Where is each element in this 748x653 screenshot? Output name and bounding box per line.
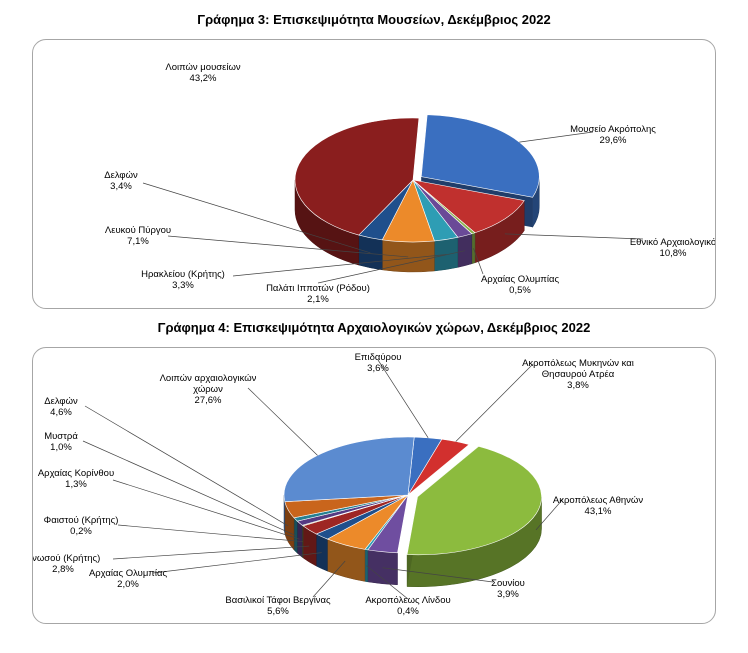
slice-label-slice-4: Ακροπόλεως Λίνδου	[365, 595, 451, 606]
slice-label-slice-6: Δελφών	[104, 170, 138, 181]
leader-line-slice-12	[248, 388, 318, 455]
slice-value-slice-4: 0,4%	[397, 606, 419, 617]
leader-line-slice-9	[113, 480, 300, 539]
pie-side-slice-9	[297, 521, 302, 557]
chart-3-pie	[33, 40, 715, 308]
leader-line-slice-1	[456, 364, 533, 441]
leader-line-slice-6	[153, 553, 322, 573]
slice-label-slice-12-1: χώρων	[193, 384, 223, 395]
slice-label-slice-4: Ηρακλείου (Κρήτης)	[141, 269, 225, 280]
slice-value-slice-7: 43,2%	[189, 73, 217, 84]
slice-value-slice-3: 2,1%	[307, 294, 329, 305]
slice-label-slice-5: Βασιλικοί Τάφοι Βεργίνας	[225, 595, 331, 606]
slice-value-slice-6: 3,4%	[110, 181, 132, 192]
leader-line-slice-7	[113, 546, 309, 559]
pie-top	[284, 437, 542, 555]
slice-value-slice-8: 0,2%	[70, 526, 92, 537]
slice-label-slice-3: Παλάτι Ιπποτών (Ρόδου)	[266, 283, 370, 294]
pie-side-slice-10	[294, 518, 297, 553]
slice-value-slice-1: 3,8%	[567, 380, 589, 391]
slice-label-slice-10: Μυστρά	[44, 431, 78, 442]
pie-side-slice-4	[365, 549, 368, 581]
slice-label-slice-7: Κνωσού (Κρήτης)	[33, 553, 101, 564]
slice-value-slice-3: 3,9%	[497, 589, 519, 600]
slice-value-slice-7: 2,8%	[52, 564, 74, 575]
slice-value-slice-11: 4,6%	[50, 407, 72, 418]
slice-label-slice-2: Ακροπόλεως Αθηνών	[552, 495, 644, 506]
pie-side-slice-3	[368, 550, 398, 585]
chart-4-panel	[32, 347, 716, 624]
slice-label-slice-1: Ακροπόλεως Μυκηνών και	[522, 358, 634, 369]
slice-value-slice-0: 3,6%	[367, 363, 389, 374]
slice-label-slice-6: Αρχαίας Ολυμπίας	[88, 568, 168, 579]
pie-side-slice-6	[359, 235, 382, 270]
slice-label-slice-8: Φαιστού (Κρήτης)	[43, 515, 119, 526]
chart-3-title: Γράφημα 3: Επισκεψιμότητα Μουσείων, Δεκέμβριος 2022	[197, 12, 551, 27]
slice-label-slice-5: Λευκού Πύργου	[104, 225, 172, 236]
slice-value-slice-4: 3,3%	[172, 280, 194, 291]
leader-line-slice-1	[505, 234, 643, 239]
slice-label-slice-9: Αρχαίας Κορίνθου	[37, 468, 115, 479]
chart-4-title: Γράφημα 4: Επισκεψιμότητα Αρχαιολογικών χώρων, Δεκέμβριος 2022	[157, 320, 591, 335]
leader-line-slice-8	[118, 525, 303, 542]
slice-label-slice-2: Αρχαίας Ολυμπίας	[480, 274, 560, 285]
slice-value-slice-9: 1,3%	[65, 479, 87, 490]
slice-value-slice-10: 1,0%	[50, 442, 72, 453]
chart-3-panel	[32, 39, 716, 309]
slice-label-slice-0: Επιδαύρου	[354, 352, 402, 363]
slice-label-slice-1-1: Θησαυρού Ατρέα	[541, 369, 615, 380]
slice-label-slice-12: Λοιπών αρχαιολογικών	[159, 373, 257, 384]
slice-value-slice-12: 27,6%	[194, 395, 222, 406]
slice-label-slice-7: Λοιπών μουσείων	[165, 62, 241, 73]
pie-side-slice-2	[472, 233, 475, 264]
pie-slice-slice-12	[284, 437, 414, 502]
slice-label-slice-3: Σουνίου	[491, 578, 525, 589]
slice-value-slice-2: 0,5%	[509, 285, 531, 296]
slice-value-slice-5: 5,6%	[267, 606, 289, 617]
slice-value-slice-1: 10,8%	[659, 248, 687, 259]
slice-value-slice-6: 2,0%	[117, 579, 139, 590]
pie-side-slice-6	[316, 534, 327, 571]
slice-label-slice-0: Μουσείο Ακρόπολης	[570, 124, 656, 135]
leader-line-slice-11	[85, 406, 288, 526]
slice-label-slice-1: Εθνικό Αρχαιολογικό	[629, 237, 715, 248]
chart-4-pie	[33, 348, 715, 623]
slice-value-slice-0: 29,6%	[599, 135, 627, 146]
slice-label-slice-11: Δελφών	[44, 396, 78, 407]
slice-value-slice-2: 43,1%	[584, 506, 612, 517]
slice-value-slice-5: 7,1%	[127, 236, 149, 247]
